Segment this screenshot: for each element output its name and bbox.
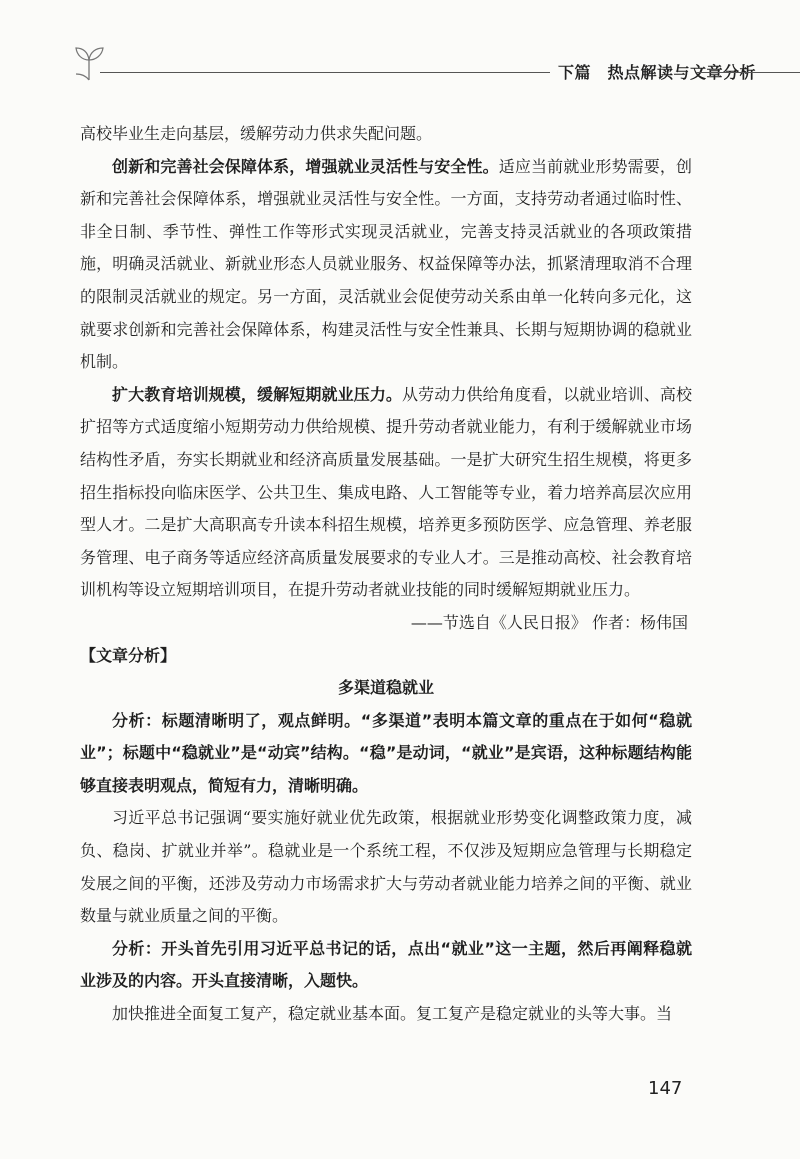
section-label: 【文章分析】 <box>80 645 177 665</box>
article-paragraph: 习近平总书记强调“要实施好就业优先政策，根据就业形势变化调整政策力度，减负、稳岗、扩就业并举”。稳就业是一个系统工程，不仅涉及短期应急管理与长期稳定发展之间的平衡，还涉及劳动力市场需求扩大与劳动者就业能力培养之间的平衡、就业数量与就业质量之间的平衡。 <box>80 808 692 926</box>
header-rule-right <box>696 72 800 73</box>
sprout-icon <box>72 42 106 82</box>
paragraph-lead: 扩大教育培训规模，缓解短期就业压力。 <box>112 384 403 404</box>
page-number: 147 <box>648 1078 683 1099</box>
paragraph-text: 适应当前就业形势需要，创新和完善社会保障体系，增强就业灵活性与安全性。一方面，支持劳动者通过临时性、非全日制、季节性、弹性工作等形式实现灵活就业，完善支持灵活就业的各项政策措施，明确灵活就业、新就业形态人员就业服务、权益保障等办法，抓紧清理取消不合理的限制灵活就业的规定。另一方面，灵活就业会促使劳动关系由单一化转向多元化，这就要求创新和完善社会保障体系，构建灵活性与安全性兼具、长期与短期协调的稳就业机制。 <box>80 156 692 372</box>
article-paragraph: 加快推进全面复工复产，稳定就业基本面。复工复产是稳定就业的头等大事。当 <box>112 1004 673 1024</box>
paragraph-continuation: 高校毕业生走向基层，缓解劳动力供求失配问题。 <box>80 124 433 143</box>
paragraph-social-security <box>80 151 692 379</box>
article-title: 多渠道稳就业 <box>337 678 434 698</box>
paragraph-education-training <box>80 379 692 607</box>
source-attribution: ——节选自《人民日报》 作者：杨伟国 <box>410 612 688 632</box>
paragraph-text: 从劳动力供给角度看，以就业培训、高校扩招等方式适度缩小短期劳动力供给规模、提升劳动者就业能力，有利于缓解就业市场结构性矛盾，夯实长期就业和经济高质量发展基础。一是扩大研究生招生规模，将更多招生指标投向临床医学、公共卫生、集成电路、人工智能等专业，着力培养高层次应用型人才。二是扩大高职高专升读本科招生规模，培养更多预防医学、应急管理、养老服务管理、电子商务等适应经济高质量发展要求的专业人才。三是推动高校、社会教育培训机构等设立短期培训项目，在提升劳动者就业技能的同时缓解短期就业压力。 <box>80 384 692 600</box>
paragraph-lead: 创新和完善社会保障体系，增强就业灵活性与安全性。 <box>112 156 499 176</box>
analysis-note: 分析：开头首先引用习近平总书记的话，点出“就业”这一主题，然后再阐释稳就业涉及的内容。开头直接清晰，入题快。 <box>80 938 692 991</box>
header-title: 下篇 热点解读与文章分析 <box>558 63 757 82</box>
running-header <box>60 38 800 88</box>
page-body <box>80 118 692 1031</box>
analysis-note: 分析：标题清晰明了，观点鲜明。“多渠道”表明本篇文章的重点在于如何“稳就业”；标题中“稳就业”是“动宾”结构。“稳”是动词，“就业”是宾语，这种标题结构能够直接表明观点，简短有力，清晰明确。 <box>80 710 692 795</box>
header-rule-left <box>100 72 550 73</box>
